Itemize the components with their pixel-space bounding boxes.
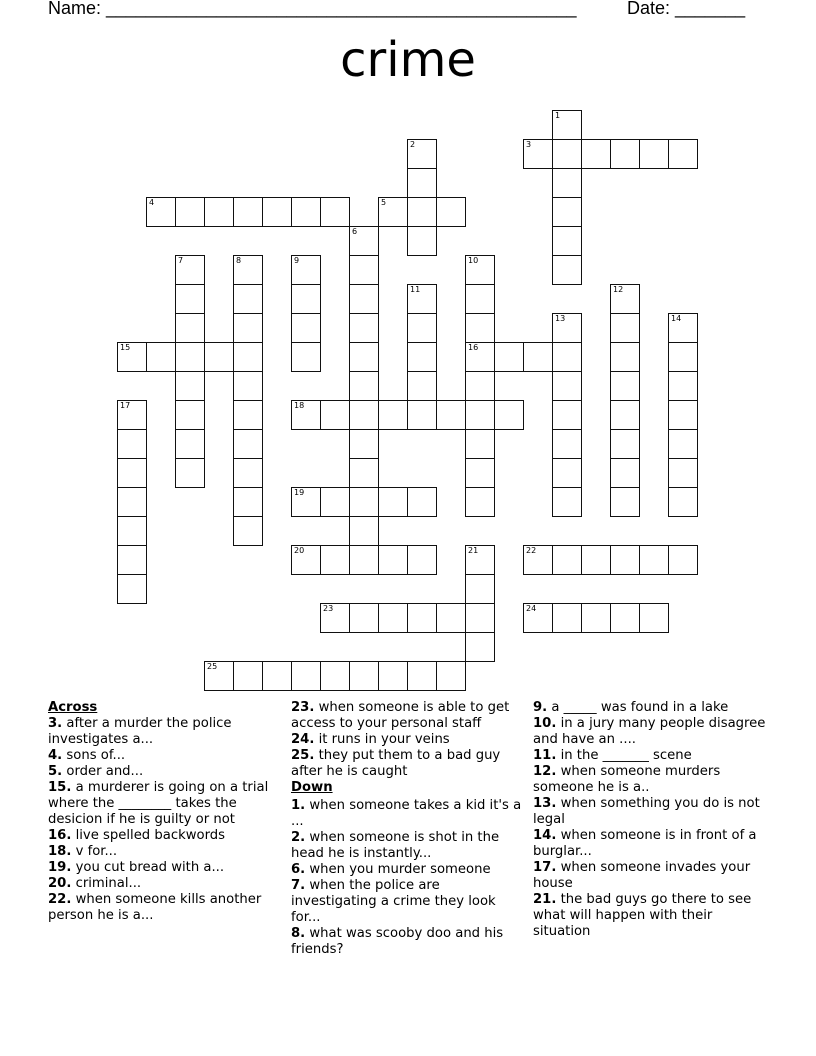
clue-text: what was scooby doo and his friends? (291, 926, 504, 957)
crossword-cell[interactable] (407, 284, 437, 314)
crossword-cell[interactable] (233, 255, 263, 285)
clue-number: 16. (48, 828, 72, 843)
crossword-cell[interactable] (552, 400, 582, 430)
clues-column-2 (291, 700, 527, 958)
crossword-cell[interactable] (465, 255, 495, 285)
clue-text: when someone is in front of a burglar... (533, 828, 757, 859)
crossword-cell[interactable] (175, 400, 205, 430)
crossword-cell[interactable] (117, 400, 147, 430)
crossword-cell[interactable] (407, 603, 437, 633)
crossword-cell[interactable] (610, 139, 640, 169)
crossword-cell[interactable] (494, 342, 524, 372)
clue-text: when someone takes a kid it's a ... (291, 798, 522, 829)
crossword-cell[interactable] (407, 226, 437, 256)
crossword-cell[interactable] (291, 284, 321, 314)
crossword-cell[interactable] (552, 603, 582, 633)
clue-number-label: 5 (381, 198, 387, 207)
clue-text: you cut bread with a... (75, 860, 225, 875)
crossword-cell[interactable] (465, 429, 495, 459)
crossword-cell[interactable] (117, 487, 147, 517)
clue-text: in the _______ scene (560, 748, 692, 763)
crossword-cell[interactable] (407, 371, 437, 401)
clue-across-16 (48, 828, 284, 844)
clue-number-label: 11 (410, 285, 421, 294)
clue-across-22 (48, 892, 284, 924)
clue-number: 11. (533, 748, 557, 763)
crossword-cell[interactable] (378, 545, 408, 575)
crossword-cell[interactable] (465, 371, 495, 401)
clue-number: 22. (48, 892, 72, 907)
clue-number: 21. (533, 892, 557, 907)
clue-number-label: 15 (120, 343, 131, 352)
clue-number: 18. (48, 844, 72, 859)
crossword-cell[interactable] (581, 545, 611, 575)
clue-text: criminal... (75, 876, 142, 891)
crossword-cell[interactable] (668, 313, 698, 343)
clue-number: 9. (533, 700, 548, 715)
crossword-cell[interactable] (552, 110, 582, 140)
crossword-cell[interactable] (581, 603, 611, 633)
crossword-cell[interactable] (552, 458, 582, 488)
crossword-cell[interactable] (552, 139, 582, 169)
crossword-cell[interactable] (349, 342, 379, 372)
clue-across-15 (48, 780, 284, 828)
clue-number: 24. (291, 732, 315, 747)
clue-text: when someone murders someone he is a.. (533, 764, 721, 795)
crossword-cell[interactable] (465, 284, 495, 314)
clue-text: when someone kills another person he is a... (48, 892, 262, 923)
crossword-cell[interactable] (465, 603, 495, 633)
clue-down-12 (533, 764, 769, 796)
crossword-cell[interactable] (494, 400, 524, 430)
crossword-cell[interactable] (378, 661, 408, 691)
clue-number-label: 21 (468, 546, 479, 555)
crossword-cell[interactable] (610, 429, 640, 459)
crossword-cell[interactable] (117, 516, 147, 546)
clue-across-20 (48, 876, 284, 892)
crossword-cell[interactable] (117, 458, 147, 488)
clue-text: sons of... (66, 748, 126, 763)
clue-down-6 (291, 862, 527, 878)
across-heading: Across (48, 700, 98, 715)
clue-down-11 (533, 748, 769, 764)
crossword-cell[interactable] (349, 603, 379, 633)
crossword-cell[interactable] (320, 661, 350, 691)
clue-number: 13. (533, 796, 557, 811)
crossword-cell[interactable] (349, 545, 379, 575)
clue-across-25 (291, 748, 527, 780)
crossword-cell[interactable] (117, 545, 147, 575)
crossword-cell[interactable] (610, 603, 640, 633)
clues-column-3 (533, 700, 769, 940)
crossword-cell[interactable] (552, 487, 582, 517)
crossword-cell[interactable] (233, 516, 263, 546)
crossword-cell[interactable] (378, 400, 408, 430)
crossword-cell[interactable] (465, 574, 495, 604)
crossword-cell[interactable] (465, 400, 495, 430)
crossword-cell[interactable] (407, 313, 437, 343)
clue-number: 6. (291, 862, 306, 877)
crossword-cell[interactable] (233, 487, 263, 517)
clue-text: the bad guys go there to see what will happen with their situation (533, 892, 752, 939)
crossword-cell[interactable] (610, 487, 640, 517)
clue-text: live spelled backwords (75, 828, 225, 843)
crossword-cell[interactable] (233, 661, 263, 691)
crossword-cell[interactable] (320, 400, 350, 430)
crossword-cell[interactable] (668, 545, 698, 575)
crossword-cell[interactable] (668, 458, 698, 488)
crossword-cell[interactable] (552, 168, 582, 198)
crossword-cell[interactable] (523, 342, 553, 372)
clue-down-7 (291, 878, 527, 926)
clue-text: order and... (66, 764, 144, 779)
crossword-cell[interactable] (407, 168, 437, 198)
clue-number-label: 3 (526, 140, 532, 149)
clue-down-14 (533, 828, 769, 860)
crossword-cell[interactable] (407, 400, 437, 430)
crossword-cell[interactable] (175, 255, 205, 285)
clue-number-label: 2 (410, 140, 416, 149)
clue-text: when something you do is not legal (533, 796, 760, 827)
crossword-cell[interactable] (349, 284, 379, 314)
crossword-cell[interactable] (465, 458, 495, 488)
crossword-cell[interactable] (610, 458, 640, 488)
crossword-cell[interactable] (175, 342, 205, 372)
crossword-cell[interactable] (233, 342, 263, 372)
crossword-cell[interactable] (552, 342, 582, 372)
crossword-cell[interactable] (291, 255, 321, 285)
clue-number-label: 24 (526, 604, 537, 613)
clue-number: 2. (291, 830, 306, 845)
clue-text: they put them to a bad guy after he is caught (291, 748, 501, 779)
crossword-cell[interactable] (436, 661, 466, 691)
crossword-cell[interactable] (668, 429, 698, 459)
crossword-cell[interactable] (407, 139, 437, 169)
crossword-cell[interactable] (639, 139, 669, 169)
clue-number: 8. (291, 926, 306, 941)
clue-text: when you murder someone (309, 862, 491, 877)
crossword-cell[interactable] (436, 603, 466, 633)
clue-number-label: 17 (120, 401, 131, 410)
crossword-cell[interactable] (436, 400, 466, 430)
puzzle-title: crime (340, 32, 476, 88)
crossword-cell[interactable] (407, 661, 437, 691)
crossword-cell[interactable] (610, 371, 640, 401)
crossword-cell[interactable] (378, 603, 408, 633)
clue-number-label: 16 (468, 343, 479, 352)
crossword-cell[interactable] (639, 545, 669, 575)
crossword-cell[interactable] (204, 661, 234, 691)
clue-text: v for... (75, 844, 118, 859)
crossword-cell[interactable] (117, 342, 147, 372)
crossword-cell[interactable] (378, 487, 408, 517)
clue-text: when someone is shot in the head he is instantly... (291, 830, 500, 861)
clue-down-2 (291, 830, 527, 862)
crossword-cell[interactable] (262, 197, 292, 227)
crossword-cell[interactable] (291, 545, 321, 575)
crossword-cell[interactable] (349, 516, 379, 546)
crossword-cell[interactable] (233, 429, 263, 459)
crossword-cell[interactable] (175, 313, 205, 343)
crossword-cell[interactable] (349, 313, 379, 343)
clue-down-9 (533, 700, 769, 716)
clue-text: it runs in your veins (318, 732, 450, 747)
crossword-cell[interactable] (291, 342, 321, 372)
clue-number-label: 22 (526, 546, 537, 555)
clue-number: 14. (533, 828, 557, 843)
clue-down-10 (533, 716, 769, 748)
crossword-cell[interactable] (349, 487, 379, 517)
clue-text: when someone is able to get access to your personal staff (291, 700, 510, 731)
crossword-cell[interactable] (407, 197, 437, 227)
clue-across-3 (48, 716, 284, 748)
crossword-cell[interactable] (262, 661, 292, 691)
clue-down-1 (291, 798, 527, 830)
name-field-label: Name: _______________________________________________ (48, 0, 577, 18)
clue-number-label: 20 (294, 546, 305, 555)
crossword-cell[interactable] (204, 342, 234, 372)
crossword-cell[interactable] (668, 371, 698, 401)
crossword-cell[interactable] (552, 226, 582, 256)
crossword-cell[interactable] (407, 342, 437, 372)
crossword-cell[interactable] (233, 458, 263, 488)
crossword-cell[interactable] (349, 255, 379, 285)
crossword-cell[interactable] (204, 197, 234, 227)
clue-number-label: 8 (236, 256, 242, 265)
crossword-cell[interactable] (349, 429, 379, 459)
clue-across-24 (291, 732, 527, 748)
crossword-cell[interactable] (668, 139, 698, 169)
crossword-cell[interactable] (465, 632, 495, 662)
crossword-cell[interactable] (668, 342, 698, 372)
clue-text: when someone invades your house (533, 860, 751, 891)
crossword-cell[interactable] (233, 284, 263, 314)
crossword-cell[interactable] (233, 313, 263, 343)
crossword-cell[interactable] (668, 487, 698, 517)
crossword-cell[interactable] (291, 661, 321, 691)
clue-number: 15. (48, 780, 72, 795)
clue-number-label: 14 (671, 314, 682, 323)
clue-text: when the police are investigating a crime they look for... (291, 878, 496, 925)
clue-number-label: 25 (207, 662, 218, 671)
crossword-cell[interactable] (175, 458, 205, 488)
clue-across-4 (48, 748, 284, 764)
clue-number: 17. (533, 860, 557, 875)
clue-number: 12. (533, 764, 557, 779)
clue-number: 3. (48, 716, 63, 731)
clue-number: 23. (291, 700, 315, 715)
crossword-cell[interactable] (639, 603, 669, 633)
clue-number-label: 12 (613, 285, 624, 294)
crossword-cell[interactable] (291, 400, 321, 430)
clue-number-label: 1 (555, 111, 561, 120)
crossword-cell[interactable] (349, 226, 379, 256)
crossword-cell[interactable] (407, 487, 437, 517)
crossword-cell[interactable] (610, 313, 640, 343)
clue-number: 25. (291, 748, 315, 763)
crossword-cell[interactable] (378, 197, 408, 227)
crossword-cell[interactable] (320, 487, 350, 517)
clue-number-label: 10 (468, 256, 479, 265)
clue-number-label: 9 (294, 256, 300, 265)
crossword-cell[interactable] (523, 545, 553, 575)
clue-number-label: 19 (294, 488, 305, 497)
crossword-cell[interactable] (552, 545, 582, 575)
crossword-cell[interactable] (146, 342, 176, 372)
clue-text: a _____ was found in a lake (551, 700, 729, 715)
crossword-cell[interactable] (436, 197, 466, 227)
down-heading: Down (291, 780, 333, 795)
crossword-cell[interactable] (523, 139, 553, 169)
crossword-cell[interactable] (610, 545, 640, 575)
clue-number-label: 18 (294, 401, 305, 410)
clue-down-13 (533, 796, 769, 828)
crossword-cell[interactable] (349, 458, 379, 488)
clue-down-21 (533, 892, 769, 940)
crossword-cell[interactable] (610, 342, 640, 372)
clue-number-label: 6 (352, 227, 358, 236)
clue-number: 20. (48, 876, 72, 891)
crossword-cell[interactable] (291, 487, 321, 517)
crossword-cell[interactable] (291, 197, 321, 227)
crossword-cell[interactable] (175, 197, 205, 227)
crossword-cell[interactable] (233, 371, 263, 401)
crossword-cell[interactable] (552, 255, 582, 285)
crossword-cell[interactable] (349, 371, 379, 401)
clues-column-1 (48, 700, 284, 924)
crossword-cell[interactable] (552, 313, 582, 343)
clue-across-19 (48, 860, 284, 876)
clue-across-5 (48, 764, 284, 780)
clue-number-label: 4 (149, 198, 155, 207)
clue-number: 10. (533, 716, 557, 731)
clue-number-label: 23 (323, 604, 334, 613)
crossword-cell[interactable] (320, 197, 350, 227)
clue-number: 4. (48, 748, 63, 763)
crossword-cell[interactable] (349, 661, 379, 691)
crossword-cell[interactable] (175, 284, 205, 314)
crossword-cell[interactable] (581, 139, 611, 169)
crossword-cell[interactable] (233, 197, 263, 227)
crossword-cell[interactable] (523, 603, 553, 633)
clue-down-8 (291, 926, 527, 958)
crossword-cell[interactable] (349, 400, 379, 430)
crossword-cell[interactable] (117, 429, 147, 459)
crossword-cell[interactable] (320, 545, 350, 575)
crossword-cell[interactable] (175, 429, 205, 459)
date-field-label: Date: _______ (627, 0, 746, 18)
crossword-cell[interactable] (552, 371, 582, 401)
clue-text: a murderer is going on a trial where the ________ takes the desicion if he is guilty or not (48, 780, 269, 827)
clue-number-label: 13 (555, 314, 566, 323)
clue-text: after a murder the police investigates a... (48, 716, 232, 747)
crossword-cell[interactable] (552, 429, 582, 459)
clue-number: 7. (291, 878, 306, 893)
clue-number: 5. (48, 764, 63, 779)
crossword-cell[interactable] (610, 284, 640, 314)
crossword-cell[interactable] (465, 487, 495, 517)
clue-number: 19. (48, 860, 72, 875)
clue-down-17 (533, 860, 769, 892)
crossword-cell[interactable] (117, 574, 147, 604)
crossword-cell[interactable] (291, 313, 321, 343)
crossword-cell[interactable] (610, 400, 640, 430)
clue-across-23 (291, 700, 527, 732)
crossword-cell[interactable] (668, 400, 698, 430)
crossword-cell[interactable] (465, 342, 495, 372)
crossword-cell[interactable] (320, 603, 350, 633)
crossword-cell[interactable] (407, 545, 437, 575)
crossword-cell[interactable] (465, 313, 495, 343)
clue-number: 1. (291, 798, 306, 813)
crossword-cell[interactable] (146, 197, 176, 227)
crossword-cell[interactable] (175, 371, 205, 401)
clue-text: in a jury many people disagree and have an .... (533, 716, 766, 747)
clue-across-18 (48, 844, 284, 860)
crossword-cell[interactable] (465, 545, 495, 575)
crossword-cell[interactable] (233, 400, 263, 430)
clue-number-label: 7 (178, 256, 184, 265)
crossword-cell[interactable] (552, 197, 582, 227)
